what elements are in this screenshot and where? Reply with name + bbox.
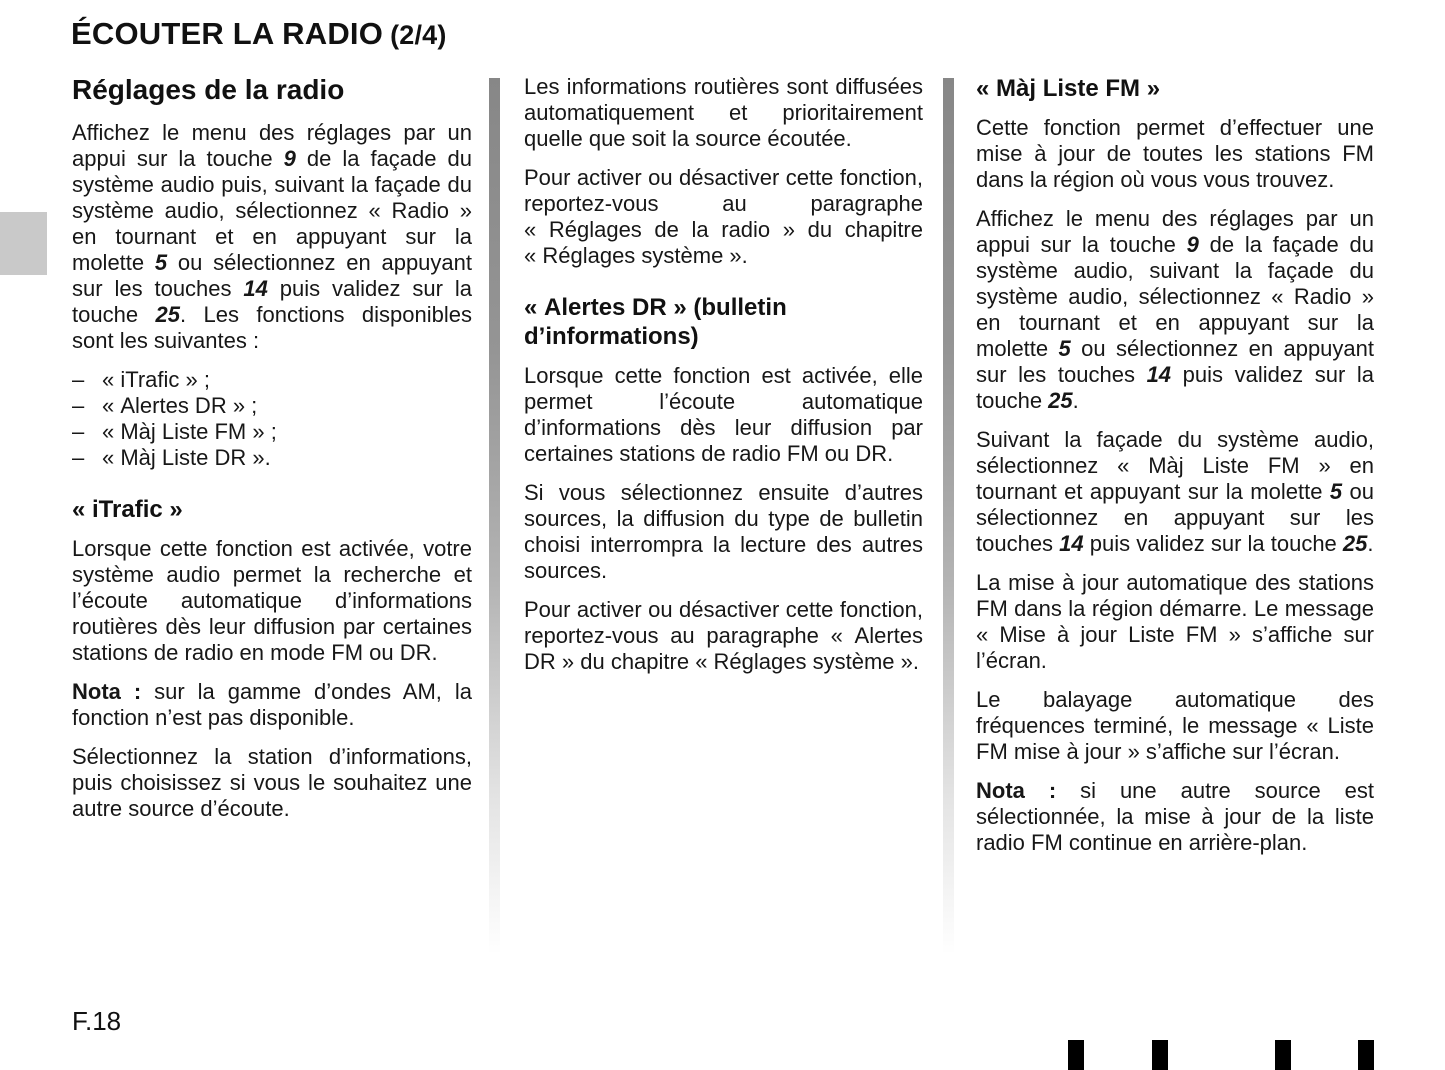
column-3 xyxy=(976,74,1374,869)
paragraph: Affichez le menu des réglages par un appui sur la touche 9 de la façade du système audio, suivant la façade du système audio, sélectionnez « Radio » en tournant et en appuyant sur la molette 5 ou sélectionnez en appuyant sur les touches 14 puis validez sur la touche 25. xyxy=(976,206,1374,413)
paragraph: Suivant la façade du système audio, sélectionnez « Màj Liste FM » en tournant et appuyant sur la molette 5 ou sélectionnez en appuyant sur les touches 14 puis validez sur la touche 25. xyxy=(976,427,1374,556)
callout-number: 25 xyxy=(155,302,180,327)
callout-number: 9 xyxy=(283,146,296,171)
sub-heading: « Màj Liste FM » xyxy=(976,75,1161,102)
paragraph: Nota : si une autre source est sélectionnée, la mise à jour de la liste radio FM continue en arrière-plan. xyxy=(976,778,1375,855)
paragraph: Le balayage automatique des fréquences terminé, le message « Liste FM mise à jour » s’affiche sur l’écran. xyxy=(976,687,1374,764)
paragraph: Si vous sélectionnez ensuite d’autres sources, la diffusion du type de bulletin choisi interrompra la lecture des autres sources. xyxy=(524,480,923,583)
paragraph: Les informations routières sont diffusées automatiquement et prioritairement quelle que soit la source écoutée. xyxy=(524,74,923,151)
paragraph: La mise à jour automatique des stations FM dans la région démarre. Le message « Mise à jour Liste FM » s’affiche sur l’écran. xyxy=(976,570,1374,673)
registration-mark xyxy=(1358,1040,1374,1070)
page-number-indicator: (2/4) xyxy=(390,20,447,50)
callout-number: 14 xyxy=(243,276,268,301)
sub-heading: « iTrafic » xyxy=(72,496,183,523)
page-footer: F.18 xyxy=(72,1006,122,1036)
dash-bullet: – xyxy=(72,393,85,418)
paragraph: Pour activer ou désactiver cette fonction, reportez-vous au paragraphe « Réglages de la radio » du chapitre « Réglages système ». xyxy=(524,165,923,268)
list-item: – « Màj Liste DR ». xyxy=(72,445,271,470)
paragraph: Pour activer ou désactiver cette fonction, reportez-vous au paragraphe « Alertes DR » du chapitre « Réglages système ». xyxy=(524,597,923,674)
paragraph: Cette fonction permet d’effectuer une mise à jour de toutes les stations FM dans la région où vous vous trouvez. xyxy=(976,115,1374,192)
paragraph: Nota : sur la gamme d’ondes AM, la fonction n’est pas disponible. xyxy=(72,679,472,730)
column-separator-2 xyxy=(943,78,954,991)
callout-number: 25 xyxy=(1048,388,1073,413)
list-item: – « Alertes DR » ; xyxy=(72,393,258,418)
column-2 xyxy=(524,74,923,688)
emphasis-text: Nota : xyxy=(976,778,1057,803)
column-separator-1 xyxy=(489,78,500,991)
callout-number: 14 xyxy=(1059,531,1084,556)
paragraph: Sélectionnez la station d’informations, puis choisissez si vous le souhaitez une autre source d’écoute. xyxy=(72,744,472,821)
callout-number: 5 xyxy=(1058,336,1071,361)
column-1 xyxy=(72,74,472,835)
registration-mark xyxy=(1068,1040,1084,1070)
section-heading: Réglages de la radio xyxy=(72,74,345,105)
registration-mark xyxy=(1275,1040,1291,1070)
callout-number: 25 xyxy=(1342,531,1368,556)
sub-heading: « Alertes DR » (bulletin d’informations) xyxy=(524,294,787,350)
page-title xyxy=(71,16,447,52)
list-item: – « iTrafic » ; xyxy=(72,367,210,392)
callout-number: 5 xyxy=(1329,479,1343,504)
callout-number: 5 xyxy=(154,250,168,275)
options-list xyxy=(72,367,472,471)
section-tab-marker xyxy=(0,212,47,275)
paragraph: Affichez le menu des réglages par un appui sur la touche 9 de la façade du système audio puis, suivant la façade du système audio, sélectionnez « Radio » en tournant et en appuyant sur la molette 5 ou sélectionnez en appuyant sur les touches 14 puis validez sur la touche 25. Les fonctions disponibles sont les suivantes : xyxy=(72,120,472,353)
paragraph: Lorsque cette fonction est activée, elle permet l’écoute automatique d’informations dès leur diffusion par certaines stations de radio FM ou DR. xyxy=(524,363,923,466)
callout-number: 9 xyxy=(1186,232,1199,257)
dash-bullet: – xyxy=(72,367,85,392)
emphasis-text: Nota : xyxy=(72,679,142,704)
callout-number: 14 xyxy=(1146,362,1172,387)
list-item: – « Màj Liste FM » ; xyxy=(72,419,277,444)
dash-bullet: – xyxy=(72,419,85,444)
paragraph: Lorsque cette fonction est activée, votre système audio permet la recherche et l’écoute automatique d’informations routières dès leur diffusion par certaines stations de radio en mode FM ou DR. xyxy=(72,536,472,665)
registration-mark xyxy=(1152,1040,1168,1070)
page-title-text: ÉCOUTER LA RADIO xyxy=(71,16,384,51)
dash-bullet: – xyxy=(72,445,85,470)
